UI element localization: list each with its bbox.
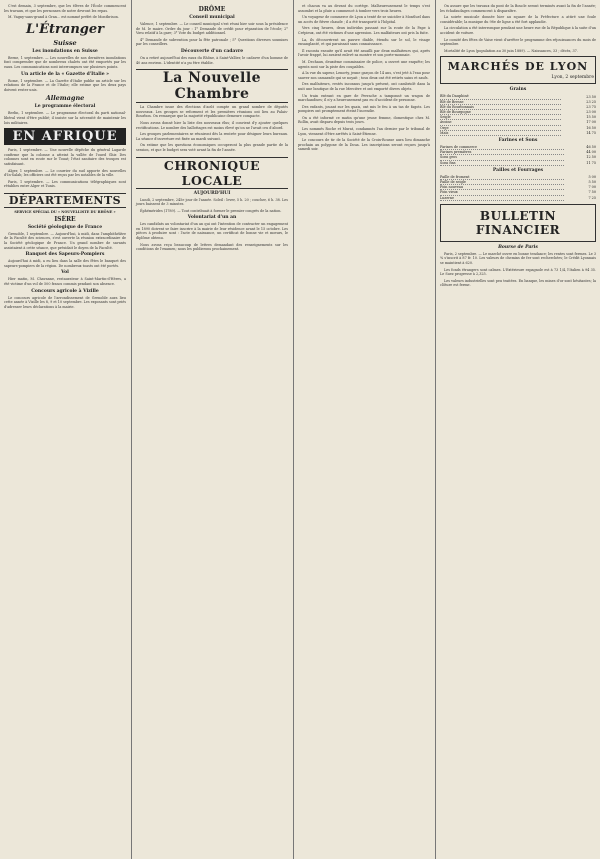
price-value: 44 00 bbox=[586, 150, 596, 155]
cadavre-article: On a retiré aujourd'hui des eaux du Rhône, à Saint-Vallier, le cadavre d'un homme de 40 ans environ. L'identité n'a pu être établie. bbox=[136, 55, 288, 65]
local-article-2: Un voyageur de commerce de Lyon a tenté de se suicider à Montluel dans un accès de fièvre chaude ; il a été transporté à l'hôpital. bbox=[298, 15, 430, 24]
bulletin-box bbox=[440, 204, 596, 242]
price-value: 7 25 bbox=[588, 195, 596, 200]
price-value: 12 50 bbox=[586, 155, 596, 160]
local-article-1: et chacun va au devant du cortège. Malheureusement le temps s'est assombri et la pluie a commencé à tomber vers trois heures. bbox=[298, 4, 430, 13]
aujourdhui-article: Lundi, 2 septembre, 245e jour de l'année. Soleil : lever, 5 h. 20 ; coucher, 6 h. 38. Les jours baissent de 3 minutes. bbox=[136, 197, 288, 207]
concours-article: Le concours agricole de l'arrondissement de Grenoble aura lieu cette année à Vizille les 8, 9 et 10 septembre. Les exposants sont priés d'adresser leurs déclarations à la mairie. bbox=[4, 295, 127, 309]
necrology: Mortalité de Lyon (population au 30 juin 1889). — Naissances, 33 ; décès, 37. bbox=[444, 48, 578, 53]
price-label: Seigle bbox=[440, 115, 561, 120]
suisse-heading: Suisse bbox=[53, 38, 77, 47]
departements-heading: DÉPARTEMENTS bbox=[4, 193, 126, 208]
column-1 bbox=[0, 0, 130, 859]
local-article-6: M. Dechaux, deuxième commissaire de police, a ouvert une enquête; les agents sont sur la piste des coupables. bbox=[298, 59, 430, 69]
drome-subheading: Conseil municipal bbox=[189, 15, 235, 20]
column-3 bbox=[294, 0, 434, 859]
price-label: Blé du Dauphiné bbox=[440, 94, 561, 99]
drome-list: 4° Demande de subvention pour la fête patronale ; 5° Questions diverses soumises par les conseillers. bbox=[136, 37, 288, 47]
chambre-article-2: Nous avons donné hier la liste des nouveaux élus; il convient d'y ajouter quelques rectifications. Le nombre des ballottages est moins élevé qu'on ne l'avait cru d'abord. bbox=[136, 120, 288, 130]
price-value: 16 50 bbox=[586, 125, 596, 130]
local-article-13: Le concours de tir de la Société de la Croix-Rousse aura lieu dimanche prochain au polygone de la Doua. Les inscriptions seront reçues jusqu'à samedi soir. bbox=[298, 138, 430, 152]
local-article-12: Les nommés Roche et Murat, condamnés l'an dernier par le tribunal de Lyon, viennent d'être arrêtés à Saint-Étienne. bbox=[298, 127, 430, 136]
price-value: 23 50 bbox=[586, 94, 596, 99]
intro-paragraph: C'est demain, 3 septembre, que les élèves de l'École commencent les travaux, et que les personnes de notre devront les repas. bbox=[4, 4, 126, 13]
suisse-subheading: Les inondations en Suisse bbox=[32, 48, 98, 54]
price-row bbox=[440, 160, 596, 165]
pailles-table bbox=[440, 175, 596, 201]
bulletin-article-2: Les fonds étrangers sont calmes. L'Extérieure espagnole est à 73 1/4, l'Italien à 94 35. Le Suez progresse à 2,325. bbox=[440, 267, 596, 277]
afrique-article-2: Alger, 1 septembre. — Le courrier du sud apporte des nouvelles d'In-Salah; les officiers ont été reçus par les notables de la ville. bbox=[4, 168, 126, 178]
price-value: 7 00 bbox=[588, 185, 596, 190]
bourse-subheading: Bourse de Paris bbox=[498, 244, 538, 250]
volontariat-article-2: Nous avons reçu beaucoup de lettres demandant des renseignements sur les conditions de l'examen; nous les publierons prochainement. bbox=[136, 242, 288, 252]
local-article-7: A la vue du sapeur, Lenorty, jeune garçon de 14 ans, s'est jeté à l'eau pour sauver son camarade qui se noyait ; tous deux ont été retirés sains et saufs. bbox=[298, 71, 430, 80]
price-label: Blé du Bourbonnais bbox=[440, 104, 561, 109]
col4-article-4: Le comité des fêtes de Vaise vient d'arrêter le programme des réjouissances du mois de septembre. bbox=[440, 37, 596, 47]
farines-table bbox=[440, 145, 596, 166]
price-value: 7 50 bbox=[588, 190, 596, 195]
isere-subheading: Société géologique de France bbox=[27, 224, 103, 230]
chambre-article: La Chambre issue des élections d'août compte un grand nombre de députés nouveaux. Les groupes se reforment et les premières réunions ont lieu au Palais-Bourbon. On remarque que la majorité républicaine demeure compacte. bbox=[136, 105, 288, 119]
concours-subheading: Concours agricole à Vizille bbox=[31, 288, 99, 294]
price-label: Farines de commerce bbox=[440, 145, 564, 150]
price-label: Farines premières bbox=[440, 150, 564, 155]
price-label: Blé de Bresse bbox=[440, 99, 561, 104]
price-label: Blé de Bourgogne bbox=[440, 109, 561, 114]
price-value: 23 25 bbox=[586, 99, 596, 104]
vol-article: Hier matin, M. Chavanne, restaurateur à Saint-Martin-d'Hères, a été victime d'un vol de 500 francs commis pendant son absence. bbox=[4, 277, 126, 287]
local-article-4: La, ils découvrirent un pauvre diable, étendu sur le sol, le visage ensanglanté, et qui paraissait sans connaissance. bbox=[298, 37, 430, 47]
price-label: Paille de seigle bbox=[440, 179, 564, 184]
chronique-heading: CHRONIQUE LOCALE bbox=[136, 157, 288, 189]
bulletin-article-3: Les valeurs industrielles sont peu traitées. En banque, les mines d'or sont hésitantes; la clôture est ferme. bbox=[440, 278, 596, 288]
column-2 bbox=[132, 0, 292, 859]
local-article-5: Il raconta ensuite qu'il avait été assailli par deux malfaiteurs qui, après l'avoir frappé, lui avaient enlevé sa montre et son porte-monnaie. bbox=[298, 48, 430, 58]
price-label: Foin nouveau bbox=[440, 185, 564, 190]
volontariat-article: Les candidats au volontariat d'un an qui ont l'intention de contracter un engagement en 1890 doivent se faire inscrire à la mairie de leur résidence avant le 15 octobre. Les pièces à produire sont : l'acte de naissance, un certificat de bonne vie et mœurs, le diplôme obtenu. bbox=[136, 222, 288, 241]
gazette-subheading: Un article de la « Gazette d'Italie » bbox=[21, 71, 109, 77]
price-label: Maïs bbox=[440, 130, 561, 135]
banquet-subheading: Banquet des Sapeurs-Pompiers bbox=[25, 252, 105, 258]
drome-heading: DRÔME bbox=[198, 6, 226, 13]
pailles-heading: Pailles et Fourrages bbox=[492, 167, 544, 173]
etranger-heading: L'Étranger bbox=[26, 21, 104, 37]
nouvelle-chambre-heading: La Nouvelle Chambre bbox=[136, 69, 288, 103]
price-row bbox=[440, 195, 596, 200]
local-article-3: Vers cinq heures, deux individus passant sur la route de la Pape à Crépieux, ont été victimes d'une agression. Les malfaiteurs ont pris la fuite. bbox=[298, 26, 430, 35]
bulletin-heading: BULLETIN FINANCIER bbox=[475, 208, 561, 237]
price-row bbox=[440, 130, 596, 135]
price-value: 11 75 bbox=[586, 160, 596, 165]
price-label: Sons gros bbox=[440, 155, 564, 160]
allemagne-heading: Allemagne bbox=[45, 94, 85, 103]
price-label: Sons fins bbox=[440, 160, 564, 165]
price-value: 5 50 bbox=[588, 179, 596, 184]
price-value: 14 75 bbox=[586, 130, 596, 135]
cadavre-subheading: Découverte d'un cadavre bbox=[180, 48, 244, 54]
column-4 bbox=[436, 0, 600, 859]
price-label: Luzerne bbox=[440, 195, 564, 200]
isere-heading: ISÈRE bbox=[54, 215, 76, 223]
ephemeride-article: Éphémérides (1789). — Tout contribuait à former le premier congrès de la nation. bbox=[140, 208, 282, 213]
col4-article-3: La circulation a été interrompue pendant une heure rue de la République à la suite d'un accident de voiture. bbox=[440, 26, 596, 35]
farines-heading: Farines et Sons bbox=[498, 137, 538, 143]
marches-date: Lyon, 2 septembre bbox=[551, 75, 594, 81]
local-article-11: On a été informé ce matin qu'une jeune femme, domestique chez M. Rollin, avait disparu depuis trois jours. bbox=[298, 115, 430, 125]
price-value: 15 50 bbox=[586, 115, 596, 120]
grains-table bbox=[440, 94, 596, 136]
afrique-heading: EN AFRIQUE bbox=[4, 128, 126, 145]
local-article-9: Un train entrant en gare de Perrache a tamponné un wagon de marchandises; il n'y a heureusement pas eu d'accident de personne. bbox=[298, 93, 430, 103]
drome-article: Valence, 1 septembre. — Le conseil municipal s'est réuni hier soir sous la présidence de M. le maire. Ordre du jour : 1° Demande de crédit pour réparation de l'école; 2° Vœu relatif à la gare; 3° Vote du budget additionnel. bbox=[136, 22, 288, 36]
price-value: 23 00 bbox=[586, 109, 596, 114]
chambre-article-4: On estime que les questions économiques occuperont la plus grande partie de la session, et que le budget sera voté avant la fin de l'année. bbox=[136, 143, 288, 152]
volontariat-subheading: Volontariat d'un an bbox=[187, 215, 237, 221]
gazette-article: Rome, 1 septembre. — La Gazette d'Italie publie un article sur les relations de la France et de l'Italie; elle estime que les deux pays doivent rester unis. bbox=[4, 78, 126, 92]
allemagne-article: Berlin, 1 septembre. — Le programme électoral du parti national-libéral vient d'être publié; il insiste sur la nécessité de maintenir les lois militaires. bbox=[4, 111, 126, 125]
price-value: 5 00 bbox=[588, 175, 596, 180]
marches-heading: MARCHÉS DE LYON bbox=[447, 60, 589, 74]
grains-heading: Grains bbox=[509, 87, 527, 93]
banquet-article: Aujourd'hui à midi, a eu lieu dans la salle des fêtes le banquet des sapeurs-pompiers de la région. De nombreux toasts ont été portés. bbox=[4, 259, 126, 268]
afrique-article: Paris, 1 septembre. — Une nouvelle dépêche du général Lagarde confirme que la colonne a atteint la vallée de l'oued Ghir. Des colonnes sont en route sur le Touat; l'état sanitaire des troupes est satisfaisant. bbox=[4, 148, 126, 166]
afrique-article-3: Paris, 1 septembre. — Les communications télégraphiques sont rétablies entre Alger et Tunis. bbox=[4, 179, 126, 189]
price-value: 46 50 bbox=[586, 145, 596, 150]
price-label: Paille de froment bbox=[440, 175, 564, 180]
intro-paragraph-2: M. Vagny-sans-grand à Gran... est nommé préfet de Montbrison. bbox=[8, 15, 119, 20]
col4-article-1: On assure que les travaux du pont de la Boucle seront terminés avant la fin de l'année; les échafaudages commencent à disparaître. bbox=[440, 4, 596, 13]
price-label: Foin vieux bbox=[440, 190, 564, 195]
suisse-article: Berne, 1 septembre. — Les nouvelles de nos dernières inondations font comprendre que de nombreux chalets ont été emportés par les eaux. Les communications sont interrompues sur plusieurs points. bbox=[4, 55, 126, 69]
vol-subheading: Vol bbox=[61, 270, 69, 276]
marches-box bbox=[440, 56, 596, 84]
isere-article: Grenoble, 1 septembre. — Aujourd'hui, à midi, dans l'amphithéâtre de la Faculté des sciences, s'est ouverte la réunion extraordinaire de la Société géologique de France. Un grand nombre de savants assistaient à cette séance, que présidait le doyen de la Faculté. bbox=[4, 231, 126, 250]
chambre-article-3: Les groupes parlementaires se réuniront dès la rentrée pour désigner leurs bureaux. La séance d'ouverture est fixée au mardi suivant. bbox=[136, 132, 288, 141]
col4-article-2: La soirée musicale donnée hier au square de la Préfecture a attiré une foule considérable; la musique du 98e de ligne a été fort applaudie. bbox=[440, 15, 596, 24]
allemagne-subheading: Le programme électoral bbox=[34, 104, 96, 110]
price-label: Orge bbox=[440, 125, 561, 130]
departements-subheading: SERVICE SPÉCIAL DU « NOUVELLISTE DU RHÔNE » bbox=[14, 209, 116, 214]
local-article-8: Des malfaiteurs, restés inconnus jusqu'à présent, ont cambriolé dans la nuit une boutique de la rue Mercière et ont emporté divers objets. bbox=[298, 82, 430, 91]
price-value: 23 75 bbox=[586, 104, 596, 109]
price-label: Avoine bbox=[440, 120, 561, 125]
local-article-10: Des enfants, jouant sur les quais, ont mis le feu à un tas de fagots. Les pompiers ont promptement éteint l'incendie. bbox=[298, 104, 430, 114]
aujourdhui-subheading: AUJOURD'HUI bbox=[193, 190, 231, 196]
bulletin-article: Paris, 2 septembre. — Le marché ouvre en bonne tendance; les rentes sont fermes. Le 3 % s'inscrit à 87 fr. 10. Les valeurs de chemins de fer sont recherchées; le Crédit Lyonnais se maintient à 620. bbox=[440, 251, 596, 265]
price-value: 17 00 bbox=[586, 120, 596, 125]
